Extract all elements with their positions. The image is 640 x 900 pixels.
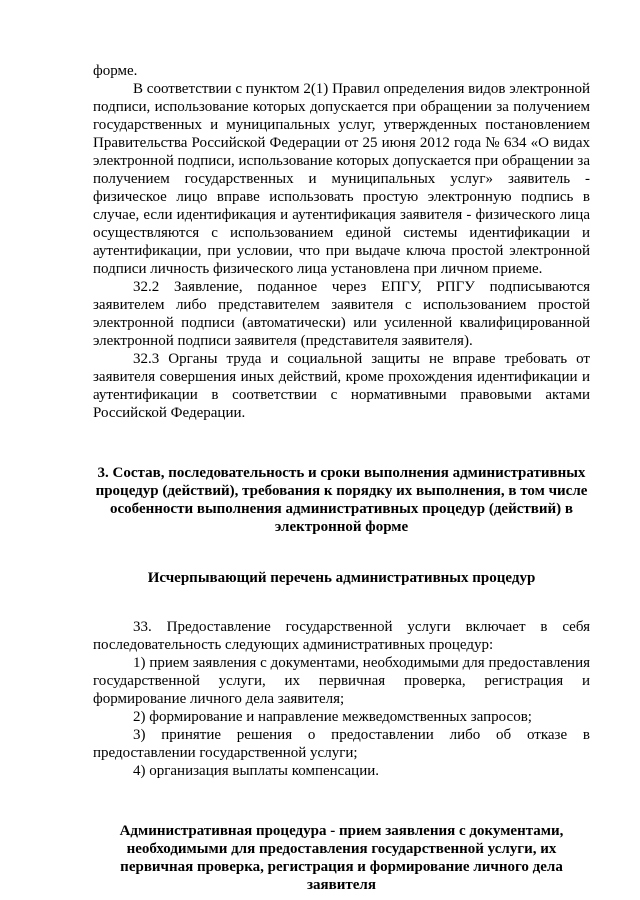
paragraph-33: 33. Предоставление государственной услуги включает в себя последовательность следующих административных процедур: xyxy=(93,619,590,653)
list-item: 2) формирование и направление межведомственных запросов; xyxy=(133,709,532,725)
list-item: 3) принятие решения о предоставлении либо об отказе в предоставлении государственной услуги; xyxy=(93,727,590,761)
paragraph-32-3: 32.3 Органы труда и социальной защиты не вправе требовать от заявителя совершения иных действий, кроме прохождения идентификации и аутентификации в соответствии с нормативными правовыми актами Российской Федерации. xyxy=(93,351,590,421)
document-body xyxy=(93,62,590,894)
paragraph-32-2: 32.2 Заявление, поданное через ЕПГУ, РПГУ подписываются заявителем либо представителем заявителя с использованием простой электронной подписи (автоматически) или усиленной квалифицированной электронной подписи заявителя (представителя заявителя). xyxy=(93,279,590,349)
subheading-procedure-list: Исчерпывающий перечень административных процедур xyxy=(147,570,536,586)
spacer xyxy=(93,780,590,822)
section-3-heading: 3. Состав, последовательность и сроки выполнения административных процедур (действий), требования к порядку их выполнения, в том числе особенности выполнения административных процедур (действий) в электронной форме xyxy=(95,465,588,535)
list-item: 4) организация выплаты компенсации. xyxy=(133,763,379,779)
subheading-procedure-intake: Административная процедура - прием заявления с документами, необходимыми для предоставления государственной услуги, их первичная проверка, регистрация и формирование личного дела заявителя xyxy=(119,823,564,893)
paragraph-2-1: В соответствии с пунктом 2(1) Правил определения видов электронной подписи, использование которых допускается при обращении за получением государственных и муниципальных услуг, утвержденных постановлением Правительства Российской Федерации от 25 июня 2012 года № 634 «О видах электронной подписи, использование которых допускается при обращении за получением государственных и муниципальных услуг» заявитель - физическое лицо вправе использовать простую электронную подпись в случае, если идентификация и аутентификация заявителя - физического лица осуществляются с использованием единой системы идентификации и аутентификации, при условии, что при выдаче ключа простой электронной подписи личность физического лица установлена при личном приеме. xyxy=(93,81,590,277)
spacer xyxy=(93,422,590,464)
top-fragment: форме. xyxy=(93,63,138,79)
spacer xyxy=(93,587,590,618)
spacer xyxy=(93,536,590,569)
list-item: 1) прием заявления с документами, необходимыми для предоставления государственной услуги, их первичная проверка, регистрация и формирование личного дела заявителя; xyxy=(93,655,590,707)
